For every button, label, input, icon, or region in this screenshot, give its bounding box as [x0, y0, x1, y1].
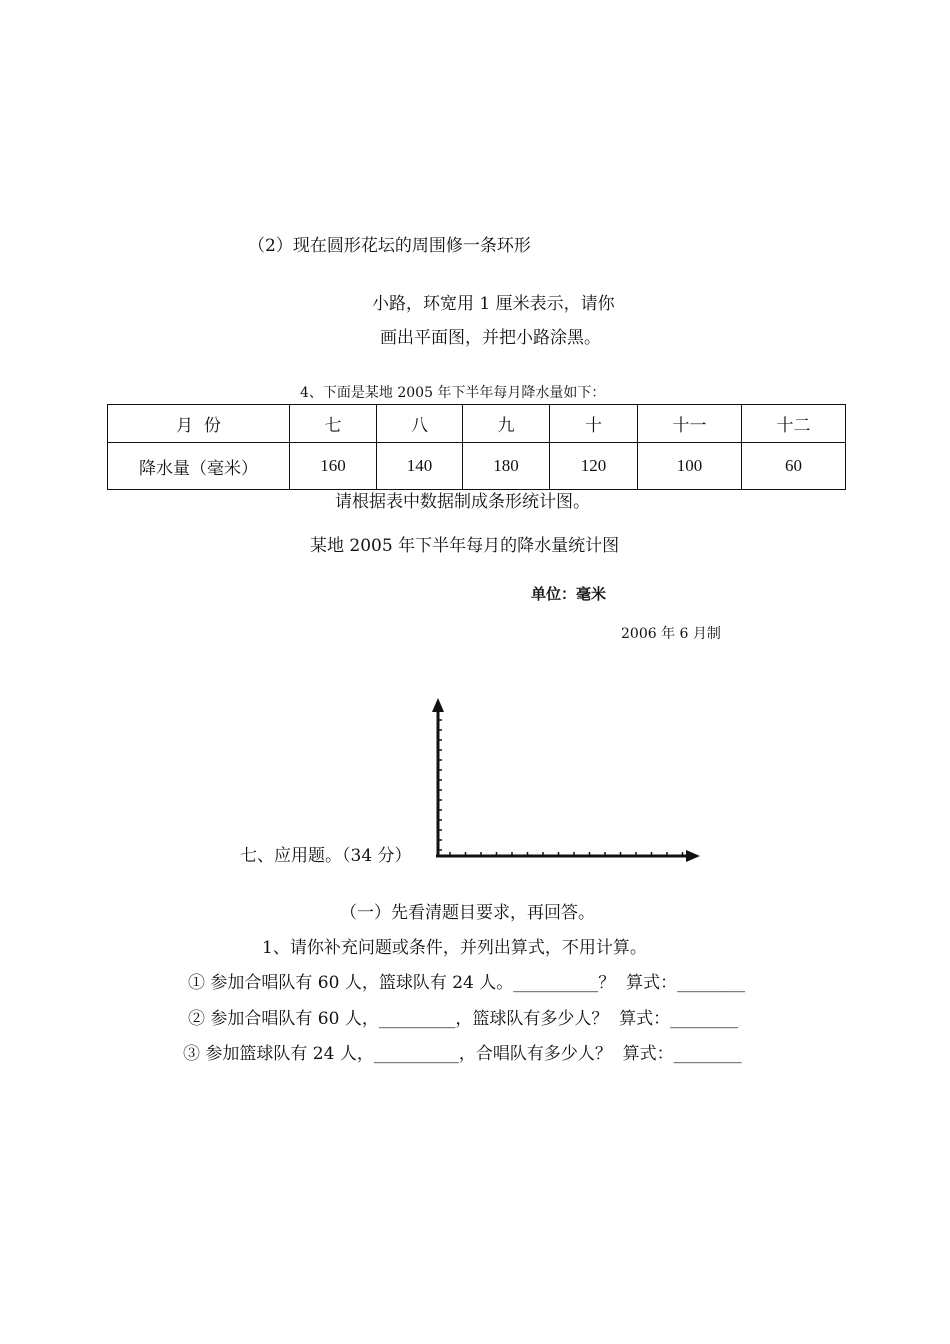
chart-unit: 单位：毫米 [531, 585, 607, 603]
x-axis-arrow-icon [686, 850, 700, 862]
y-axis [432, 698, 444, 856]
value-cell: 180 [463, 443, 550, 490]
value-cell: 160 [290, 443, 377, 490]
blank-chart-axes [420, 690, 710, 870]
month-cell: 八 [377, 405, 463, 443]
month-cell: 十一 [638, 405, 742, 443]
x-axis [436, 850, 700, 862]
question-item-1: ① 参加合唱队有 60 人，篮球队有 24 人。__________？ 算式：________ [188, 973, 746, 993]
question-item-3: ③ 参加篮球队有 24 人，__________，合唱队有多少人？ 算式：________ [183, 1044, 742, 1064]
chart-title: 某地 2005 年下半年每月的降水量统计图 [310, 536, 620, 556]
row-label-cell: 降水量（毫米） [108, 443, 290, 490]
rainfall-table [107, 404, 846, 490]
table-values-row [108, 443, 846, 490]
header-label-cell: 月 份 [108, 405, 290, 443]
q2-line-1: （2）现在圆形花坛的周围修一条环形 [248, 236, 531, 256]
q4-instruction: 请根据表中数据制成条形统计图。 [335, 492, 590, 512]
month-cell: 七 [290, 405, 377, 443]
q2-line-3: 画出平面图，并把小路涂黑。 [380, 328, 601, 348]
table-header-row [108, 405, 846, 443]
section7-heading: 七、应用题。（34 分） [240, 846, 412, 866]
value-cell: 120 [550, 443, 638, 490]
question-item-2: ② 参加合唱队有 60 人，_________，篮球队有多少人？ 算式：________ [188, 1009, 739, 1029]
q4-intro: 4、下面是某地 2005 年下半年每月降水量如下： [300, 385, 606, 401]
q2-line-2: 小路，环宽用 1 厘米表示，请你 [372, 294, 615, 314]
section7-subheading: （一）先看清题目要求，再回答。 [340, 903, 595, 923]
value-cell: 100 [638, 443, 742, 490]
month-cell: 十 [550, 405, 638, 443]
month-cell: 十二 [742, 405, 846, 443]
value-cell: 140 [377, 443, 463, 490]
y-axis-arrow-icon [432, 698, 444, 712]
month-cell: 九 [463, 405, 550, 443]
value-cell: 60 [742, 443, 846, 490]
chart-date: 2006 年 6 月制 [621, 626, 721, 642]
section7-task: 1、请你补充问题或条件，并列出算式，不用计算。 [262, 938, 647, 958]
